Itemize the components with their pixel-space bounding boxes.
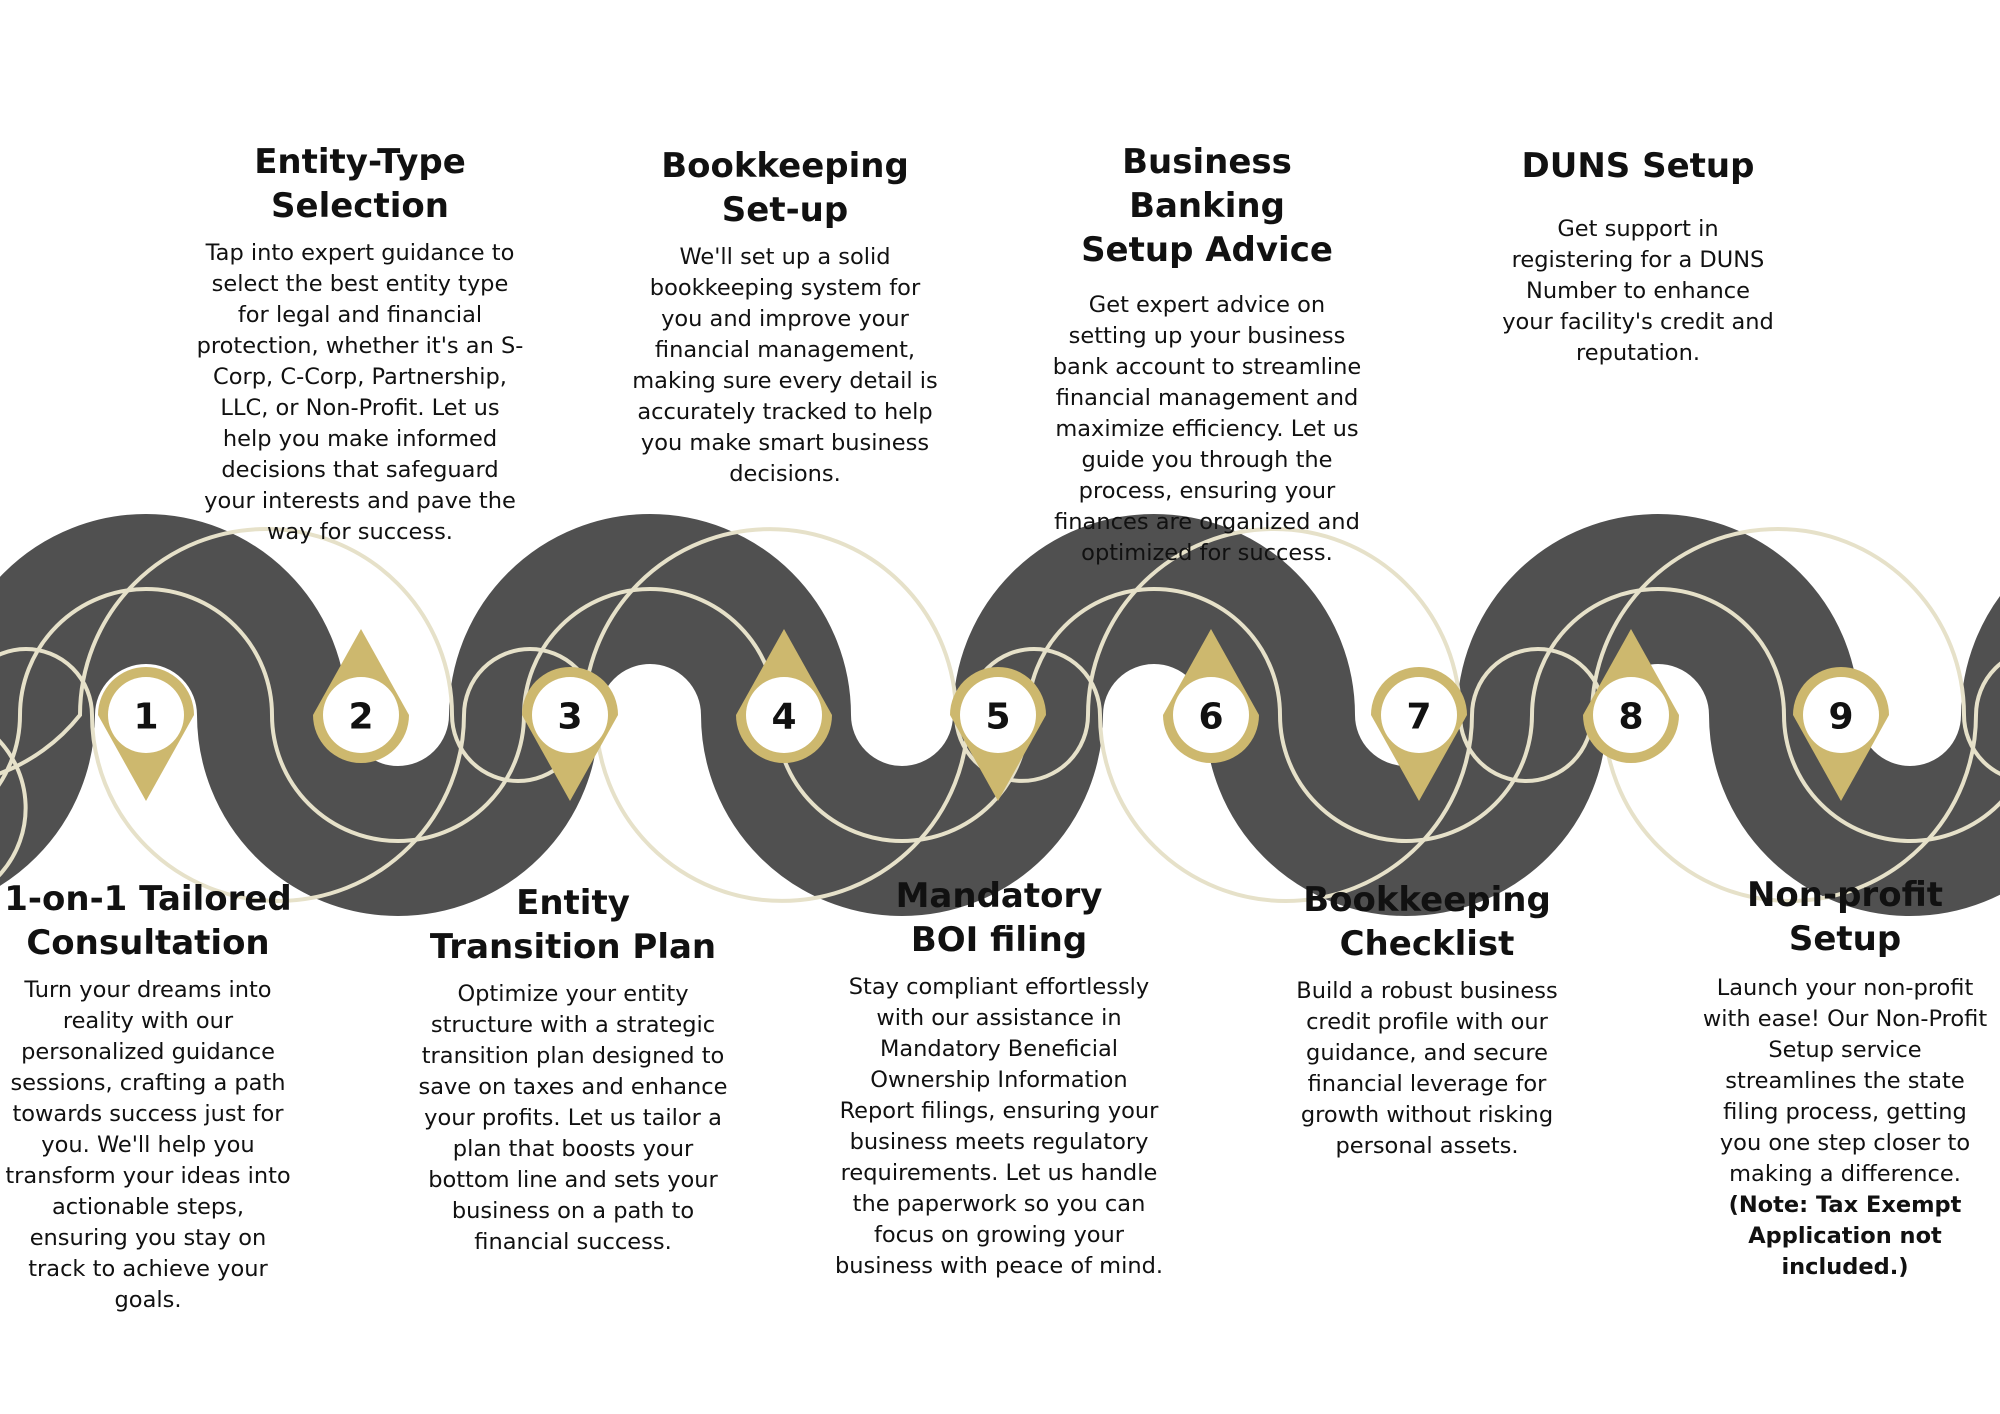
step-9 bbox=[1700, 873, 1990, 1283]
step-8 bbox=[1488, 144, 1788, 369]
step-7-title: Bookkeeping Checklist bbox=[1303, 880, 1551, 964]
step-2-description: Tap into expert guidance to select the best entity type for legal and financial protection, whether it's an S-Corp, C-Corp, Partnership, LLC, or Non-Profit. Let us help you make informed decisions that safeguard your interests and pave the way for success. bbox=[196, 240, 524, 545]
step-7-description: Build a robust business credit profile with our guidance, and secure financial leverage for growth without risking personal assets. bbox=[1296, 978, 1558, 1159]
step-5-number: 5 bbox=[985, 696, 1011, 738]
step-3-description: Optimize your entity structure with a strategic transition plan designed to save on taxes and enhance your profits. Let us tailor a plan that boosts your bottom line and sets your business on a path to financial success. bbox=[418, 981, 728, 1255]
step-1-number: 1 bbox=[133, 696, 159, 738]
step-4-number: 4 bbox=[771, 696, 797, 738]
step-2-number: 2 bbox=[348, 696, 374, 738]
step-6-title: Business Banking Setup Advice bbox=[1081, 142, 1333, 270]
step-6 bbox=[1048, 140, 1366, 569]
step-7-number: 7 bbox=[1406, 696, 1432, 738]
step-9-description: Launch your non-profit with ease! Our Non-Profit Setup service streamlines the state filing process, getting you one step closer to making a difference. (Note: Tax Exempt Application not included.) bbox=[1702, 975, 1988, 1280]
step-7 bbox=[1286, 878, 1568, 1162]
step-2-title: Entity-Type Selection bbox=[254, 142, 466, 226]
step-8-description: Get support in registering for a DUNS Number to enhance your facility's credit and reputation. bbox=[1502, 216, 1774, 366]
step-3-number: 3 bbox=[557, 696, 583, 738]
step-9-note: (Note: Tax Exempt Application not included.) bbox=[1728, 1192, 1962, 1280]
step-5-description: Stay compliant effortlessly with our assistance in Mandatory Beneficial Ownership Information Report filings, ensuring your business meets regulatory requirements. Let us handle the paperwork so you can focus on growing your business with peace of mind. bbox=[834, 974, 1164, 1279]
step-4-description: We'll set up a solid bookkeeping system for you and improve your financial management, making sure every detail is accurately tracked to help you make smart business decisions. bbox=[632, 244, 938, 487]
step-1-title: 1-on-1 Tailored Consultation bbox=[4, 879, 292, 963]
step-1-pin bbox=[98, 667, 194, 801]
step-2 bbox=[195, 140, 525, 548]
step-5-title: Mandatory BOI filing bbox=[895, 876, 1103, 960]
step-6-number: 6 bbox=[1198, 696, 1224, 738]
step-5 bbox=[832, 874, 1166, 1282]
step-8-title: DUNS Setup bbox=[1521, 146, 1755, 186]
step-4-title: Bookkeeping Set-up bbox=[661, 146, 909, 230]
step-3 bbox=[415, 881, 731, 1258]
step-8-number: 8 bbox=[1618, 696, 1644, 738]
step-9-title: Non-profit Setup bbox=[1746, 875, 1944, 959]
step-3-title: Entity Transition Plan bbox=[429, 883, 717, 967]
step-1-description: Turn your dreams into reality with our personalized guidance sessions, crafting a path towards success just for you. We'll help you transform your ideas into actionable steps, ensuring you stay on track to achieve your goals. bbox=[5, 977, 291, 1313]
step-1 bbox=[0, 877, 296, 1316]
step-9-number: 9 bbox=[1828, 696, 1854, 738]
step-6-description: Get expert advice on setting up your business bank account to streamline financial management and maximize efficiency. Let us guide you through the process, ensuring your finances are organized and optimized for success. bbox=[1052, 292, 1362, 566]
step-4 bbox=[632, 144, 938, 490]
